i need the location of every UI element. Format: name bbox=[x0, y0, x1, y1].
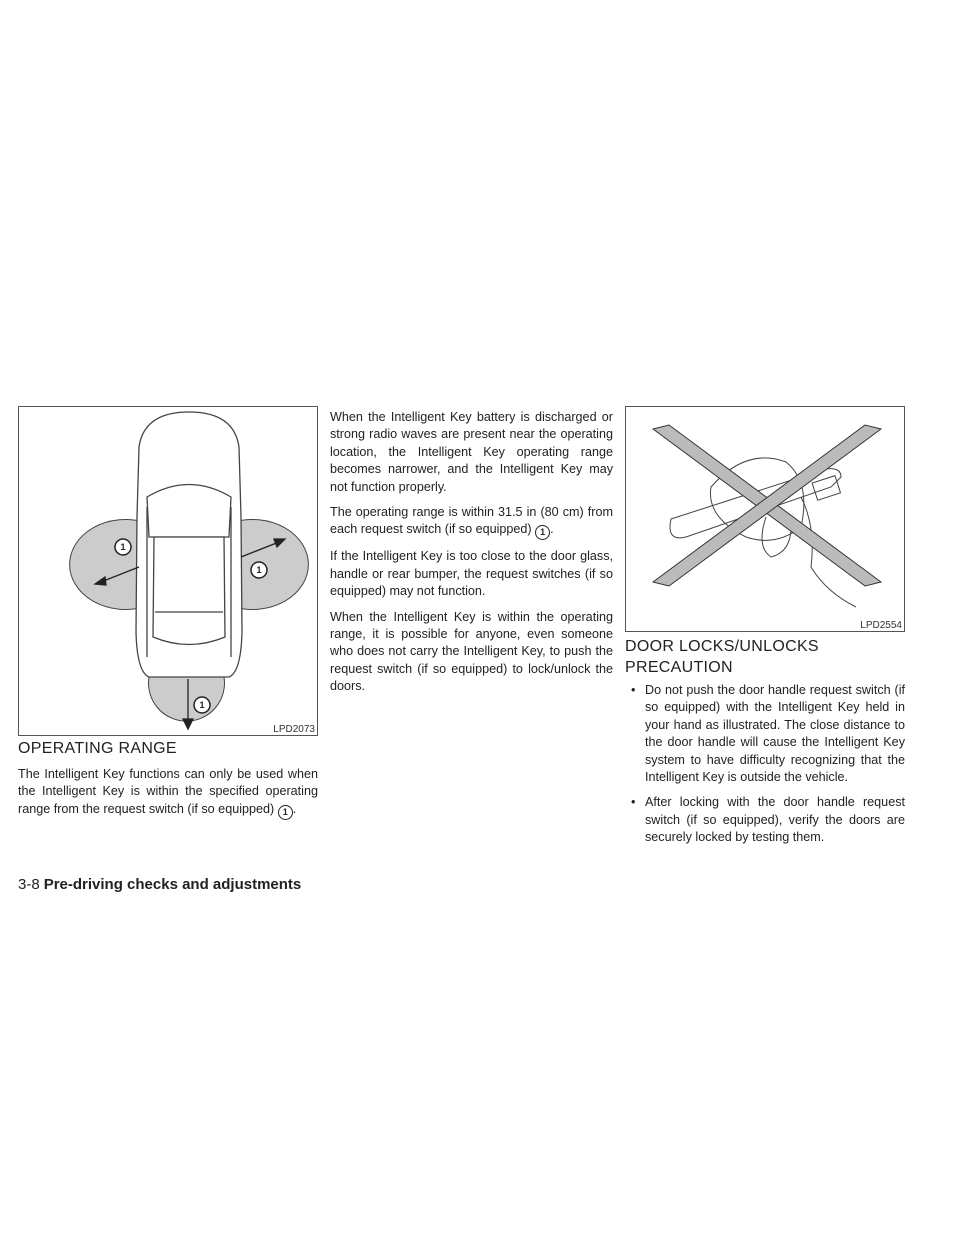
range-zone-right bbox=[234, 520, 308, 610]
door-locks-text bbox=[625, 682, 905, 855]
door-handle-illustration bbox=[626, 407, 904, 631]
car-top-view-illustration bbox=[19, 407, 317, 735]
list-item: • After locking with the door handle request switch (if so equipped), verify the doors are securely locked by testing them. bbox=[625, 794, 905, 846]
operating-range-figure bbox=[18, 406, 318, 736]
paragraph: When the Intelligent Key is within the operating range, it is possible for anyone, even someone who does not carry the Intelligent Key, to push the request switch (if so equipped) to lock/unlock the doors. bbox=[330, 609, 613, 694]
figure-label: LPD2554 bbox=[860, 620, 902, 631]
section-title: Pre-driving checks and adjustments bbox=[43, 876, 302, 893]
paragraph: The Intelligent Key functions can only be used when the Intelligent Key is within the specified operating range from the request switch (if so equipped) bbox=[18, 767, 318, 816]
door-handle-figure bbox=[625, 406, 905, 632]
callout-1: 1 bbox=[199, 700, 205, 710]
callout-1: 1 bbox=[120, 542, 126, 552]
bullet-list bbox=[625, 682, 905, 847]
range-zone-left bbox=[70, 520, 144, 610]
period: . bbox=[550, 522, 554, 537]
period: . bbox=[292, 801, 297, 816]
callout-1-icon: 1 bbox=[278, 805, 293, 820]
operating-range-text bbox=[18, 766, 318, 828]
middle-column-text bbox=[330, 409, 613, 704]
range-zone-rear bbox=[149, 677, 225, 721]
paragraph: If the Intelligent Key is too close to the door glass, handle or rear bumper, the request switches (if so equipped) may not function. bbox=[330, 549, 613, 599]
door-locks-heading: DOOR LOCKS/UNLOCKS PRECAUTION bbox=[625, 638, 819, 676]
paragraph: When the Intelligent Key battery is discharged or strong radio waves are present near the operating location, the Intelligent Key operating range becomes narrower, and the Intelligent Key may not function properly. bbox=[330, 410, 613, 494]
list-item: • Do not push the door handle request switch (if so equipped) with the Intelligent Key held in your hand as illustrated. The close distance to the door handle will cause the Intelligent Key system to have difficulty recognizing that the Intelligent Key is outside the vehicle. bbox=[625, 682, 905, 786]
paragraph: The operating range is within 31.5 in (80 cm) from each request switch (if so equipped) bbox=[330, 505, 613, 537]
callout-1-icon: 1 bbox=[535, 525, 550, 540]
callout-1: 1 bbox=[256, 565, 262, 575]
operating-range-heading: OPERATING RANGE bbox=[18, 740, 177, 757]
page-footer bbox=[18, 876, 301, 893]
page-number: 3-8 bbox=[18, 876, 40, 893]
figure-label: LPD2073 bbox=[273, 724, 315, 735]
